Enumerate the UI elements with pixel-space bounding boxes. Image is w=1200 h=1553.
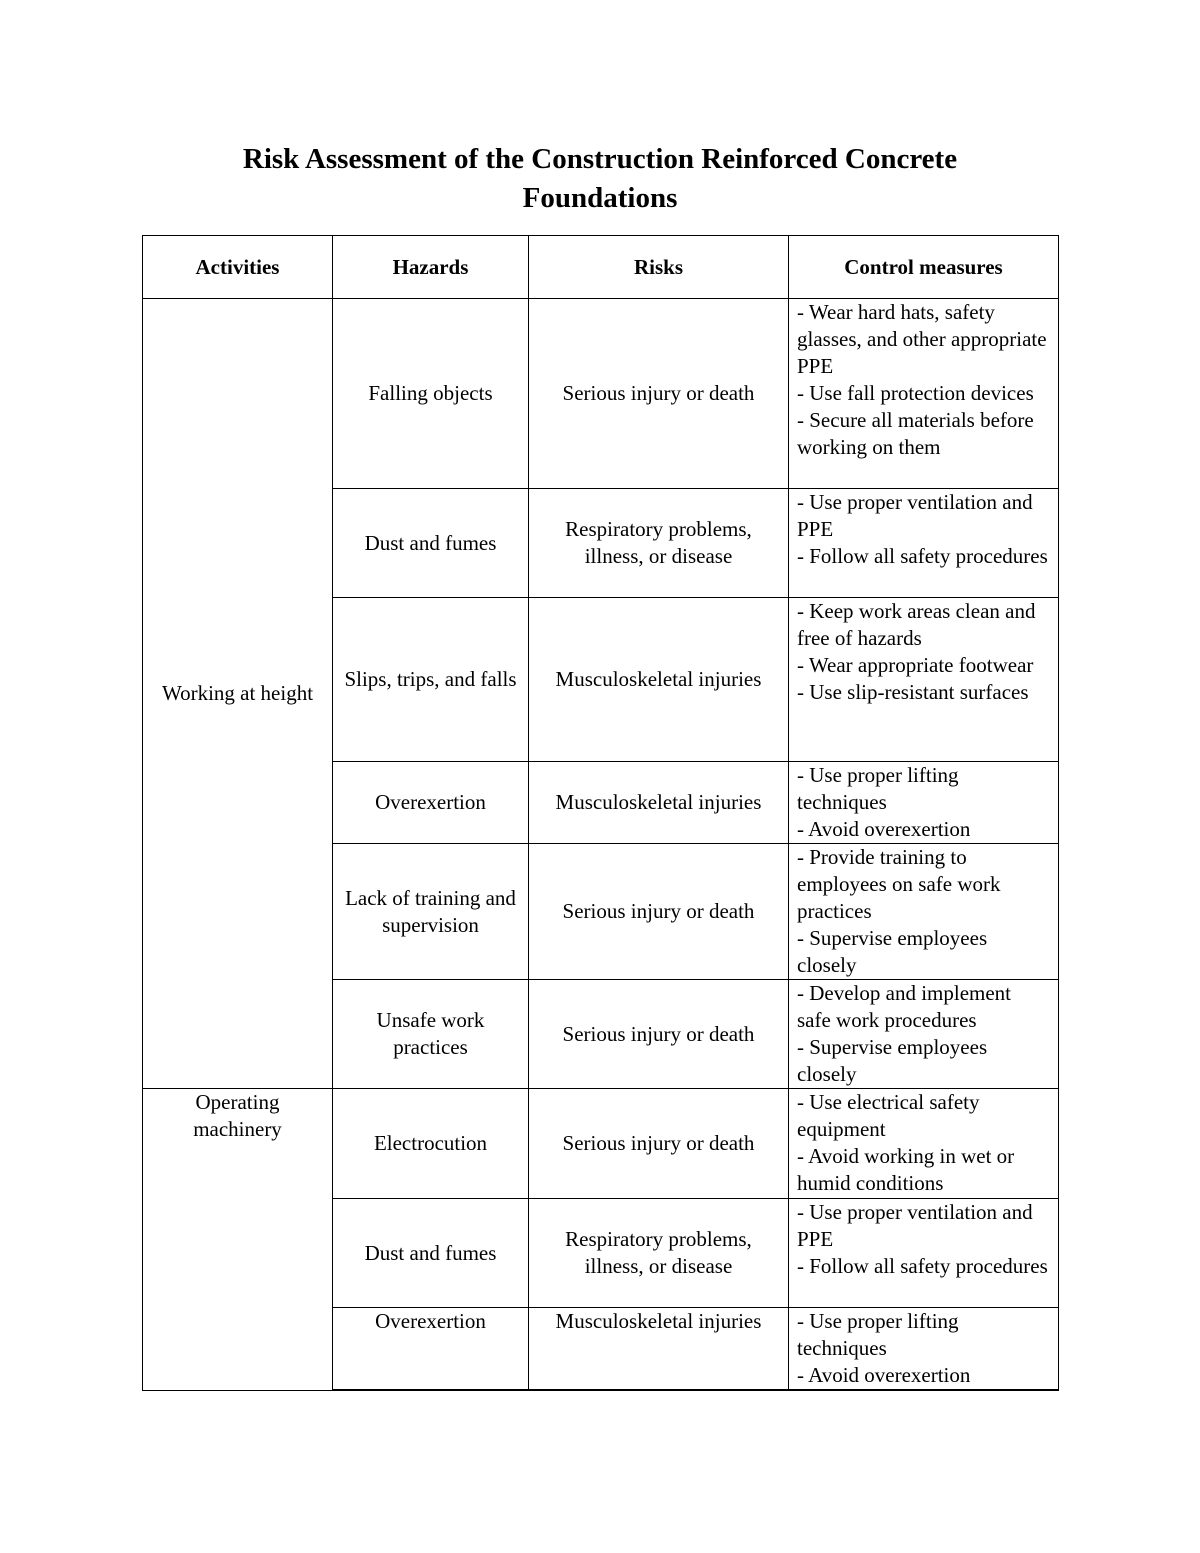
control-measure: - Secure all materials before working on them xyxy=(797,408,1034,459)
control-measures-cell xyxy=(789,1308,1059,1391)
hazard-cell: Unsafe work practices xyxy=(333,980,529,1089)
control-measures-cell xyxy=(789,844,1059,980)
control-measures-cell xyxy=(789,980,1059,1089)
hazard-cell: Dust and fumes xyxy=(333,1199,529,1308)
control-measures-cell xyxy=(789,1089,1059,1199)
activity-cell: Operating machinery xyxy=(143,1089,333,1391)
title-line-2: Foundations xyxy=(522,182,678,214)
control-measure: - Use proper lifting techniques xyxy=(797,1309,959,1360)
control-measure: - Provide training to employees on safe work practices xyxy=(797,845,1001,923)
hazard-cell: Overexertion xyxy=(333,762,529,844)
control-measure: - Supervise employees closely xyxy=(797,1035,988,1086)
control-measure: - Develop and implement safe work procedures xyxy=(797,981,1012,1032)
risk-cell: Serious injury or death xyxy=(529,299,789,489)
activity-cell: Working at height xyxy=(143,299,333,1089)
control-measures-cell xyxy=(789,762,1059,844)
table-row xyxy=(143,299,1059,489)
control-measure: - Wear appropriate footwear xyxy=(797,653,1034,677)
header-row xyxy=(143,236,1059,299)
risk-cell: Serious injury or death xyxy=(529,980,789,1089)
risk-cell: Musculoskeletal injuries xyxy=(529,1308,789,1391)
control-measure: - Use slip-resistant surfaces xyxy=(797,680,1029,704)
risk-cell: Serious injury or death xyxy=(529,844,789,980)
control-measure: - Follow all safety procedures xyxy=(797,1254,1048,1278)
risk-cell: Respiratory problems, illness, or disease xyxy=(529,1199,789,1308)
control-measure: - Avoid overexertion xyxy=(797,817,971,841)
control-measures-cell xyxy=(789,299,1059,489)
risk-cell: Musculoskeletal injuries xyxy=(529,762,789,844)
header-control-measures: Control measures xyxy=(789,236,1059,299)
control-measure: - Keep work areas clean and free of hazards xyxy=(797,599,1036,650)
control-measure: - Use proper ventilation and PPE xyxy=(797,1200,1033,1251)
title-line-1: Risk Assessment of the Construction Reinforced Concrete xyxy=(242,143,958,175)
header-activities: Activities xyxy=(143,236,333,299)
hazard-cell: Electrocution xyxy=(333,1089,529,1199)
risk-cell: Respiratory problems, illness, or disease xyxy=(529,489,789,598)
control-measures-cell xyxy=(789,598,1059,762)
control-measure: - Supervise employees closely xyxy=(797,926,988,977)
table-row xyxy=(143,1089,1059,1199)
control-measure: - Use proper ventilation and PPE xyxy=(797,490,1033,541)
control-measure: - Avoid overexertion xyxy=(797,1363,971,1387)
hazard-cell: Lack of training and supervision xyxy=(333,844,529,980)
hazard-cell: Slips, trips, and falls xyxy=(333,598,529,762)
control-measures-cell xyxy=(789,489,1059,598)
hazard-cell: Falling objects xyxy=(333,299,529,489)
hazard-cell: Overexertion xyxy=(333,1308,529,1391)
control-measure: - Follow all safety procedures xyxy=(797,544,1048,568)
risk-assessment-table xyxy=(142,235,1059,1391)
risk-cell: Serious injury or death xyxy=(529,1089,789,1199)
control-measures-cell xyxy=(789,1199,1059,1308)
control-measure: - Avoid working in wet or humid conditions xyxy=(797,1144,1015,1195)
control-measure: - Wear hard hats, safety glasses, and other appropriate PPE xyxy=(797,300,1047,378)
risk-cell: Musculoskeletal injuries xyxy=(529,598,789,762)
control-measure: - Use proper lifting techniques xyxy=(797,763,959,814)
page-title xyxy=(142,140,1058,218)
header-hazards: Hazards xyxy=(333,236,529,299)
control-measure: - Use fall protection devices xyxy=(797,381,1034,405)
control-measure: - Use electrical safety equipment xyxy=(797,1090,980,1141)
hazard-cell: Dust and fumes xyxy=(333,489,529,598)
header-risks: Risks xyxy=(529,236,789,299)
